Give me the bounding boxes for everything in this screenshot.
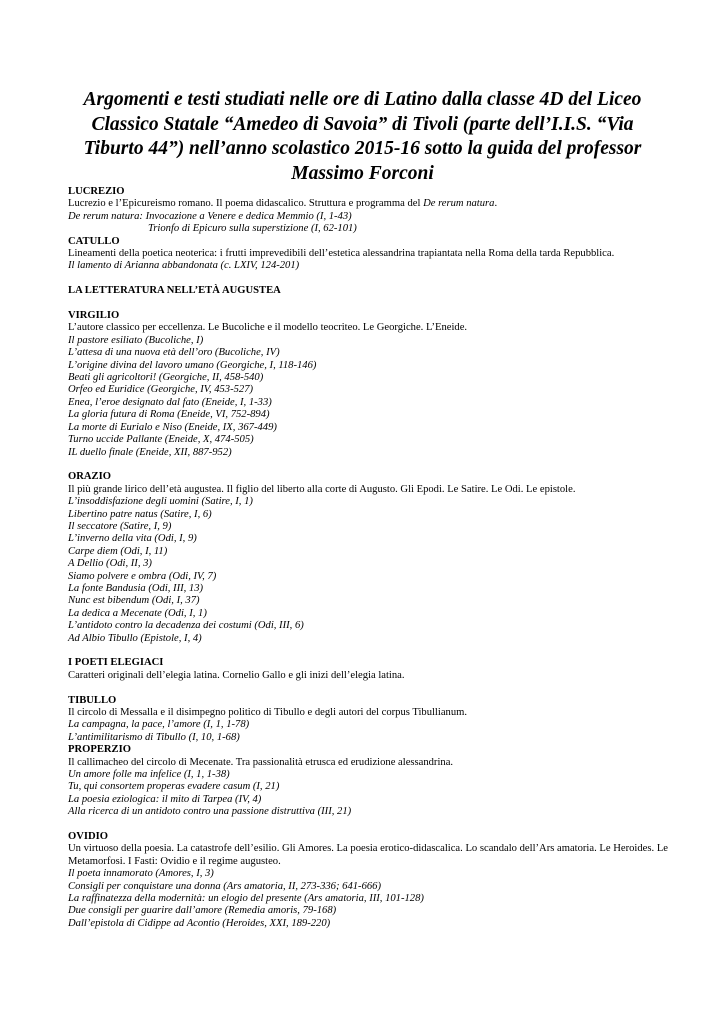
text-item: Alla ricerca di un antidoto contro una passione distruttiva (III, 21) — [68, 806, 352, 818]
desc-elegiaci: Caratteri originali dell’elegia latina. Cornelio Gallo e gli inizi dell’elegia latina. — [68, 669, 405, 681]
heading-tibullo: TIBULLO — [68, 694, 117, 706]
text-item: La poesia eziologica: il mito di Tarpea (IV, 4) — [68, 793, 262, 805]
heading-orazio: ORAZIO — [68, 471, 111, 483]
text-item: Orfeo ed Euridice (Georgiche, IV, 453-527) — [68, 384, 254, 396]
text-item: Carpe diem (Odi, I, 11) — [68, 545, 168, 557]
desc-properzio: Il callimacheo del circolo di Mecenate. Tra passionalità etrusca ed erudizione alessandrina. — [68, 756, 454, 768]
heading-ovidio: OVIDIO — [68, 831, 109, 843]
desc-virgilio: L’autore classico per eccellenza. Le Bucoliche e il modello teocriteo. Le Georgiche. L’Eneide. — [68, 322, 468, 334]
text-item: Il lamento di Arianna abbandonata (c. LXIV, 124-201) — [68, 260, 300, 272]
text-item: Il pastore esiliato (Bucoliche, I) — [68, 334, 204, 346]
text-item: L’insoddisfazione degli uomini (Satire, I, 1) — [68, 496, 253, 508]
text-item: Due consigli per guarire dall’amore (Remedia amoris, 79-168) — [68, 905, 337, 917]
heading-lucrezio: LUCREZIO — [68, 186, 125, 197]
text-item: L’inverno della vita (Odi, I, 9) — [68, 533, 197, 545]
section-heading-augustea: LA LETTERATURA NELL’ETÀ AUGUSTEA — [68, 285, 281, 297]
text-item: L’attesa di una nuova età dell’oro (Bucoliche, IV) — [68, 347, 280, 359]
text-item: La campagna, la pace, l’amore (I, 1, 1-78) — [68, 719, 250, 731]
text-item: L’origine divina del lavoro umano (Georgiche, I, 118-146) — [68, 359, 317, 371]
text-item: A Dellio (Odi, II, 3) — [68, 558, 152, 570]
text-item: De rerum natura: Invocazione a Venere e dedica Memmio (I, 1-43) — [68, 210, 352, 222]
heading-elegiaci: I POETI ELEGIACI — [68, 657, 164, 669]
text-item: La fonte Bandusia (Odi, III, 13) — [68, 582, 204, 594]
text-item: Beati gli agricoltori! (Georgiche, II, 458-540) — [68, 372, 264, 384]
heading-virgilio: VIRGILIO — [68, 310, 120, 322]
desc-catullo: Lineamenti della poetica neoterica: i frutti imprevedibili dell’estetica alessandrina trapiantata nella Roma della tarda Repubblica. — [68, 248, 615, 260]
document-body — [68, 186, 668, 930]
text-item: La gloria futura di Roma (Eneide, VI, 752-894) — [68, 409, 270, 421]
desc-lucrezio: Lucrezio e l’Epicureismo romano. Il poema didascalico. Struttura e programma del De rerum natura. — [68, 198, 498, 210]
text-item: IL duello finale (Eneide, XII, 887-952) — [68, 446, 232, 458]
desc-ovidio: Un virtuoso della poesia. La catastrofe dell’esilio. Gli Amores. La poesia erotico-didascalica. Lo scandalo dell’Ars amatoria. Le Heroides. Le Metamorfosi. I Fasti: Ovidio e il regime augusteo. — [68, 843, 668, 867]
text-item: La raffinatezza della modernità: un elogio del presente (Ars amatoria, III, 101-128) — [68, 893, 424, 905]
text-item: Nunc est bibendum (Odi, I, 37) — [68, 595, 200, 607]
text-item: L’antidoto contro la decadenza dei costumi (Odi, III, 6) — [68, 620, 304, 632]
text-item: Tu, qui consortem properas evadere casum (I, 21) — [68, 781, 280, 793]
text-item: Consigli per conquistare una donna (Ars amatoria, II, 273-336; 641-666) — [68, 880, 381, 892]
heading-properzio: PROPERZIO — [68, 744, 131, 756]
text-item: La dedica a Mecenate (Odi, I, 1) — [68, 607, 207, 619]
text-item: L’antimilitarismo di Tibullo (I, 10, 1-68) — [68, 731, 240, 743]
text-item: Il poeta innamorato (Amores, I, 3) — [68, 868, 214, 880]
document-title: Argomenti e testi studiati nelle ore di Latino dalla classe 4D del Liceo Classico Statale “Amedeo di Savoia” di Tivoli (parte dell’I.I.S. “Via Tiburto 44”) nell’anno scolastico 2015-16 sotto la guida del professor Massimo Forconi — [83, 89, 642, 184]
text-item: La morte di Eurialo e Niso (Eneide, IX, 367-449) — [68, 421, 277, 433]
text-item: Turno uccide Pallante (Eneide, X, 474-505) — [68, 434, 254, 446]
text-item: Trionfo di Epicuro sulla superstizione (I, 62-101) — [148, 223, 357, 235]
text-item: Il seccatore (Satire, I, 9) — [68, 520, 172, 532]
text-item: Dall’epistola di Cidippe ad Acontio (Heroides, XXI, 189-220) — [68, 917, 331, 929]
text-item: Siamo polvere e ombra (Odi, IV, 7) — [68, 570, 217, 582]
text-item: Ad Albio Tibullo (Epistole, I, 4) — [68, 632, 202, 644]
text-item: Un amore folle ma infelice (I, 1, 1-38) — [68, 769, 230, 781]
desc-tibullo: Il circolo di Messalla e il disimpegno politico di Tibullo e degli autori del corpus Tibullianum. — [68, 706, 468, 718]
heading-catullo: CATULLO — [68, 235, 120, 247]
desc-orazio: Il più grande lirico dell’età augustea. Il figlio del liberto alla corte di Augusto. Gli Epodi. Le Satire. Le Odi. Le epistole. — [68, 483, 576, 495]
text-item: Libertino patre natus (Satire, I, 6) — [68, 508, 212, 520]
text-item: Enea, l’eroe designato dal fato (Eneide, I, 1-33) — [68, 396, 272, 408]
